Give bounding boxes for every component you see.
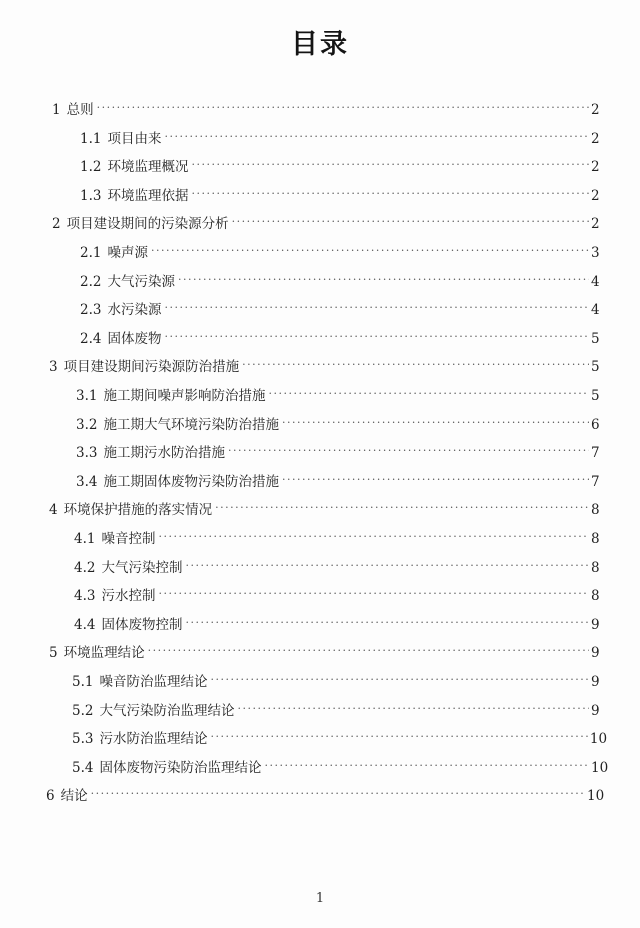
toc-entry-page: 7 <box>591 445 600 462</box>
toc-leader-dots <box>158 585 589 603</box>
toc-leader-dots <box>185 557 589 575</box>
toc-entry[interactable] <box>52 98 599 120</box>
toc-entry-page: 4 <box>591 273 600 290</box>
toc-entry[interactable] <box>80 298 599 320</box>
toc-entry-number: 1.3 <box>80 187 102 204</box>
toc-entry[interactable] <box>49 498 599 520</box>
toc-entry-number: 4.2 <box>74 559 96 576</box>
toc-entry-number: 3.2 <box>76 416 98 433</box>
toc-entry-number: 5.3 <box>72 731 94 748</box>
toc-entry-page: 9 <box>591 616 600 633</box>
toc-entry-page: 5 <box>591 359 600 376</box>
toc-entry-label: 项目由来 <box>107 130 162 147</box>
toc-entry-number: 2.2 <box>80 273 102 290</box>
toc-entry-label: 大气污染源 <box>107 273 175 290</box>
toc-entry-page: 7 <box>591 473 600 490</box>
toc-entry-page: 2 <box>591 187 600 204</box>
toc-leader-dots <box>232 213 589 231</box>
toc-entry[interactable] <box>49 355 599 377</box>
toc-entry-page: 5 <box>591 330 600 347</box>
toc-leader-dots <box>164 328 589 346</box>
toc-entry[interactable] <box>72 670 599 692</box>
toc-entry[interactable] <box>80 241 599 263</box>
toc-leader-dots <box>178 271 589 289</box>
toc-entry-label: 噪声源 <box>107 245 148 261</box>
toc-entry-page: 3 <box>591 245 600 261</box>
toc-leader-dots <box>164 128 589 146</box>
toc-entry-label: 污水控制 <box>101 588 156 605</box>
toc-entry-label: 大气污染控制 <box>101 559 183 576</box>
toc-entry-label: 固体废物控制 <box>101 616 183 633</box>
toc-entry-label: 环境监理结论 <box>63 645 145 662</box>
toc-entry[interactable] <box>74 556 599 578</box>
toc-entry-page: 10 <box>591 759 609 776</box>
toc-entry-number: 4 <box>49 502 58 519</box>
toc-leader-dots <box>215 499 589 517</box>
toc-entry-label: 总则 <box>66 102 94 118</box>
toc-entry-label: 施工期大气环境污染防治措施 <box>103 416 279 433</box>
toc-entry-label: 环境监理概况 <box>107 159 189 176</box>
toc-entry[interactable] <box>76 413 599 435</box>
toc-leader-dots <box>210 728 587 746</box>
toc-leader-dots <box>151 242 589 260</box>
toc-entry-number: 1.1 <box>80 130 102 147</box>
toc-leader-dots <box>282 414 589 432</box>
toc-entry-number: 3.3 <box>76 445 98 462</box>
toc-entry-label: 环境保护措施的落实情况 <box>63 502 213 519</box>
toc-entry[interactable] <box>80 270 599 292</box>
toc-entry-number: 6 <box>46 788 55 805</box>
toc-entry[interactable] <box>46 784 605 806</box>
toc-leader-dots <box>282 471 589 489</box>
toc-entry[interactable] <box>72 756 609 778</box>
toc-entry-number: 3 <box>49 359 58 376</box>
toc-entry[interactable] <box>80 155 599 177</box>
toc-entry-label: 项目建设期间污染源防治措施 <box>63 359 240 376</box>
toc-entry-page: 10 <box>589 731 608 748</box>
toc-entry-page: 8 <box>591 559 600 576</box>
toc-entry[interactable] <box>52 212 599 234</box>
toc-entry-number: 5.2 <box>72 702 94 719</box>
toc-entry-page: 2 <box>591 216 600 233</box>
toc-entry-page: 5 <box>591 388 600 404</box>
toc-entry-number: 5.1 <box>72 674 94 690</box>
toc-entry-label: 施工期污水防治措施 <box>103 445 225 462</box>
toc-leader-dots <box>191 156 589 174</box>
toc-leader-dots <box>158 528 589 546</box>
toc-entry-page: 8 <box>591 588 600 605</box>
toc-entry-number: 4.3 <box>74 588 96 605</box>
toc-entry-page: 4 <box>591 302 600 319</box>
toc-entry[interactable] <box>80 327 599 349</box>
toc-entry-number: 3.4 <box>76 473 98 490</box>
toc-entry-label: 结论 <box>60 788 88 805</box>
page-number: 1 <box>315 891 325 906</box>
toc-leader-dots <box>148 642 589 660</box>
toc-entry-page: 2 <box>591 159 600 176</box>
toc-entry-number: 2.1 <box>80 245 102 261</box>
toc-entry-label: 施工期固体废物污染防治措施 <box>103 473 279 490</box>
toc-entry[interactable] <box>80 127 599 149</box>
toc-entry-number: 1 <box>52 102 61 118</box>
toc-leader-dots <box>237 700 589 718</box>
toc-entry[interactable] <box>74 613 599 635</box>
toc-entry-page: 9 <box>591 645 600 662</box>
toc-entry-page: 10 <box>587 788 605 805</box>
toc-entry-label: 项目建设期间的污染源分析 <box>66 216 229 233</box>
toc-entry-label: 施工期间噪声影响防治措施 <box>103 388 266 404</box>
toc-leader-dots <box>191 185 589 203</box>
toc-entry-page: 6 <box>591 416 600 433</box>
toc-leader-dots <box>268 385 589 403</box>
toc-entry-label: 大气污染防治监理结论 <box>99 702 235 719</box>
toc-entry-number: 2.3 <box>80 302 102 319</box>
toc-entry-number: 5.4 <box>72 759 94 776</box>
toc-entry[interactable] <box>72 727 608 749</box>
toc-entry-number: 1.2 <box>80 159 102 176</box>
toc-leader-dots <box>210 671 589 689</box>
toc-entry[interactable] <box>76 470 599 492</box>
toc-leader-dots <box>264 757 589 775</box>
toc-entry[interactable] <box>74 527 599 549</box>
toc-leader-dots <box>185 614 589 632</box>
toc-entry[interactable] <box>72 699 599 721</box>
toc-entry-number: 4.1 <box>74 531 96 547</box>
toc-leader-dots <box>91 785 585 803</box>
toc-entry[interactable] <box>80 184 599 206</box>
toc-entry-page: 8 <box>591 502 600 519</box>
toc-entry-label: 噪音控制 <box>101 531 156 547</box>
toc-entry-label: 污水防治监理结论 <box>99 731 208 748</box>
toc-leader-dots <box>97 99 589 117</box>
toc-entry[interactable] <box>74 584 599 606</box>
page-title: 目录 <box>291 29 349 60</box>
toc-entry-number: 3.1 <box>76 388 98 404</box>
toc-entry[interactable] <box>76 384 599 406</box>
toc-entry-label: 固体废物污染防治监理结论 <box>99 759 262 776</box>
toc-entry-label: 环境监理依据 <box>107 187 189 204</box>
toc-leader-dots <box>242 356 589 374</box>
toc-entry-number: 5 <box>49 645 58 662</box>
toc-entry-label: 固体废物 <box>107 330 162 347</box>
toc-entry-page: 9 <box>591 702 600 719</box>
toc-leader-dots <box>164 299 589 317</box>
toc-entry-page: 2 <box>591 102 600 118</box>
toc-entry-number: 2 <box>52 216 61 233</box>
toc-entry-label: 水污染源 <box>107 302 162 319</box>
toc-entry-page: 2 <box>591 130 600 147</box>
toc-entry-label: 噪音防治监理结论 <box>99 674 208 690</box>
toc-leader-dots <box>228 442 589 460</box>
toc-entry-number: 2.4 <box>80 330 102 347</box>
toc-entry-number: 4.4 <box>74 616 96 633</box>
toc-entry[interactable] <box>49 641 599 663</box>
toc-entry-page: 9 <box>591 674 600 690</box>
toc-entry-page: 8 <box>591 531 600 547</box>
toc-entry[interactable] <box>76 441 599 463</box>
